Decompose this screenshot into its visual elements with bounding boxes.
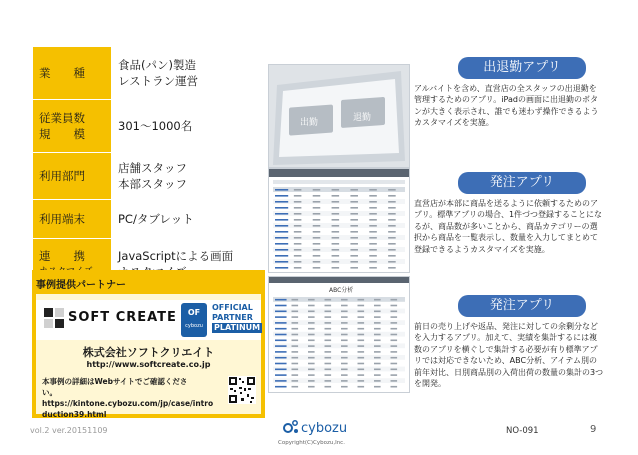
partner-logo-row — [36, 300, 261, 340]
grid-cell — [369, 189, 377, 191]
key-line: 規 模 — [39, 127, 85, 141]
app-title-order-2: 発注アプリ — [458, 295, 586, 317]
grid-cell — [350, 201, 358, 203]
grid-cell — [313, 189, 321, 191]
value-line: 本部スタッフ — [118, 177, 187, 191]
grid-cell — [313, 249, 321, 251]
grid-cell — [391, 334, 398, 336]
grid-cell — [391, 357, 398, 359]
grid-cell — [275, 299, 287, 301]
key-employees — [33, 100, 112, 153]
grid-cell — [292, 369, 299, 371]
attendance-app-screenshot — [268, 64, 410, 168]
grid-cell — [350, 195, 358, 197]
grid-cell — [325, 363, 332, 365]
grid-cell — [350, 213, 358, 215]
grid-cell — [275, 374, 287, 376]
grid-cell — [388, 225, 396, 227]
grid-cell — [325, 305, 332, 307]
value-line: レストラン運営 — [118, 74, 199, 88]
detail-link[interactable]: https://kintone.cybozu.com/jp/case/intro — [42, 399, 214, 408]
grid-cell — [292, 316, 299, 318]
grid-cell — [369, 219, 377, 221]
grid-cell — [350, 189, 358, 191]
key-line: 連 携 — [39, 249, 85, 263]
key-industry: 業 種 — [33, 47, 112, 100]
grid-cell — [350, 255, 358, 257]
grid-cell — [313, 255, 321, 257]
grid-cell — [341, 328, 348, 330]
clock-out-label: 退勤 — [353, 113, 372, 123]
order-app-screenshot — [268, 168, 410, 273]
grid-cell — [308, 311, 315, 313]
grid-cell — [391, 328, 398, 330]
grid-cell — [292, 305, 299, 307]
partner-card — [36, 294, 261, 419]
partner-line: PARTNER — [212, 313, 253, 322]
grid-cell — [275, 380, 287, 382]
table-row — [33, 200, 267, 239]
grid-cell — [308, 369, 315, 371]
grid-cell — [325, 357, 332, 359]
partner-level — [212, 303, 262, 333]
grid-cell — [369, 207, 377, 209]
grid-cell — [332, 237, 340, 239]
partner-line: OFFICIAL — [212, 303, 253, 312]
grid-cell — [313, 195, 321, 197]
grid-cell — [374, 357, 381, 359]
grid-cell — [275, 334, 287, 336]
grid-cell — [332, 225, 340, 227]
grid-cell — [294, 225, 302, 227]
grid-cell — [275, 231, 288, 233]
grid-cell — [332, 231, 340, 233]
value-line: JavaScriptによる画面 — [118, 249, 234, 263]
grid-cell — [358, 380, 365, 382]
grid-cell — [292, 345, 299, 347]
grid-cell — [332, 255, 340, 257]
grid-cell — [275, 357, 287, 359]
company-url[interactable]: http://www.softcreate.co.jp — [86, 360, 211, 369]
grid-cell — [275, 225, 288, 227]
grid-cell — [358, 299, 365, 301]
grid-cell — [369, 225, 377, 227]
grid-cell — [369, 237, 377, 239]
table-row — [33, 153, 267, 200]
grid-cell — [275, 322, 287, 324]
grid-cell — [325, 386, 332, 388]
grid-cell — [308, 316, 315, 318]
grid-cell — [325, 351, 332, 353]
partner-badge-icon — [181, 303, 207, 337]
grid-cell — [275, 311, 287, 313]
grid-cell — [388, 189, 396, 191]
grid-cell — [292, 322, 299, 324]
grid-cell — [358, 386, 365, 388]
grid-cell — [275, 305, 287, 307]
grid-cell — [341, 380, 348, 382]
grid-cell — [292, 299, 299, 301]
grid-cell — [294, 249, 302, 251]
grid-cell — [332, 213, 340, 215]
grid-cell — [350, 261, 358, 263]
grid-cell — [341, 334, 348, 336]
grid-cell — [369, 243, 377, 245]
grid-cell — [332, 261, 340, 263]
grid-cell — [341, 311, 348, 313]
grid-cell — [313, 237, 321, 239]
grid-cell — [294, 261, 302, 263]
grid-cell — [325, 345, 332, 347]
grid-cell — [358, 322, 365, 324]
grid-cell — [325, 328, 332, 330]
grid-cell — [374, 334, 381, 336]
value-device: PC/タブレット — [112, 200, 267, 239]
table-row — [33, 47, 267, 100]
grid-cell — [358, 374, 365, 376]
grid-cell — [325, 369, 332, 371]
grid-cell — [275, 219, 288, 221]
grid-cell — [308, 305, 315, 307]
app-desc-attendance: アルバイトを含め、直営店の全スタッフの出退勤を管理するためのアプリ。iPadの画面に出退勤のボタンが大きく表示され、誰でも迷わず操作できるようカスタマイズを実施。 — [414, 84, 599, 128]
grid-cell — [369, 213, 377, 215]
grid-cell — [275, 243, 288, 245]
grid-cell — [325, 334, 332, 336]
order-form-image — [269, 169, 409, 272]
grid-cell — [374, 363, 381, 365]
grid-cell — [292, 386, 299, 388]
grid-cell — [358, 363, 365, 365]
grid-cell — [275, 189, 288, 191]
grid-cell — [292, 311, 299, 313]
version-label: vol.2 ver.20151109 — [30, 426, 108, 435]
table-row — [33, 100, 267, 153]
partner-line: PLATINUM — [214, 323, 261, 332]
app-desc-order-2: 前日の売り上げや返品、発注に対しての余剰分などを入力するアプリ。加えて、実績を集計するには複数のアプリを横ぐしで集計する必要が有り標準アプリでは対応できないため、ABC分析、アイテム別の前年対比、日別商品別の入荷出荷の数量の集計の3つを開発。 — [414, 322, 604, 389]
grid-cell — [294, 255, 302, 257]
grid-cell — [308, 380, 315, 382]
grid-cell — [388, 195, 396, 197]
grid-cell — [369, 231, 377, 233]
grid-cell — [358, 357, 365, 359]
grid-cell — [294, 195, 302, 197]
grid-cell — [341, 299, 348, 301]
analysis-title: ABC分析 — [329, 287, 354, 294]
grid-cell — [275, 207, 288, 209]
grid-cell — [325, 316, 332, 318]
grid-cell — [325, 299, 332, 301]
grid-cell — [358, 340, 365, 342]
grid-cell — [275, 261, 288, 263]
grid-cell — [341, 305, 348, 307]
grid-cell — [391, 380, 398, 382]
grid-cell — [358, 369, 365, 371]
grid-cell — [275, 351, 287, 353]
grid-cell — [294, 219, 302, 221]
cybozu-logo-icon — [282, 417, 354, 437]
grid-cell — [308, 351, 315, 353]
grid-cell — [350, 207, 358, 209]
grid-cell — [275, 201, 288, 203]
grid-cell — [341, 386, 348, 388]
softcreate-logo-icon — [44, 308, 64, 328]
grid-cell — [308, 363, 315, 365]
grid-cell — [388, 219, 396, 221]
grid-cell — [350, 219, 358, 221]
document-number: NO-091 — [506, 426, 539, 436]
value-department — [112, 153, 267, 200]
grid-cell — [275, 328, 287, 330]
grid-cell — [388, 249, 396, 251]
grid-cell — [275, 345, 287, 347]
grid-cell — [275, 386, 287, 388]
grid-cell — [275, 363, 287, 365]
grid-cell — [374, 311, 381, 313]
grid-cell — [341, 369, 348, 371]
grid-cell — [358, 316, 365, 318]
grid-cell — [369, 267, 377, 269]
grid-cell — [294, 201, 302, 203]
grid-cell — [391, 340, 398, 342]
app-desc-order: 直営店が本部に商品を送るように依頼するためのアプリ。標準アプリの場合、1件づつ登録することになるが、商品数が多いことから、商品カテゴリーの選択から商品を一覧表示し、数量を入力してまとめて登録できるようカスタマイズを実施。 — [414, 199, 603, 254]
grid-cell — [332, 219, 340, 221]
partner-box — [32, 270, 265, 418]
grid-cell — [275, 213, 288, 215]
app-title-order: 発注アプリ — [458, 172, 586, 194]
grid-cell — [374, 380, 381, 382]
grid-cell — [341, 357, 348, 359]
grid-cell — [388, 231, 396, 233]
grid-cell — [292, 363, 299, 365]
grid-cell — [313, 243, 321, 245]
grid-cell — [313, 213, 321, 215]
grid-cell — [292, 334, 299, 336]
grid-cell — [292, 357, 299, 359]
grid-cell — [388, 237, 396, 239]
grid-cell — [292, 328, 299, 330]
grid-cell — [358, 328, 365, 330]
value-line: 店舗スタッフ — [118, 161, 187, 175]
analysis-grid — [273, 297, 405, 389]
grid-cell — [325, 380, 332, 382]
grid-cell — [350, 231, 358, 233]
app-title-attendance: 出退勤アプリ — [458, 57, 586, 79]
grid-cell — [388, 201, 396, 203]
order-grid — [273, 187, 405, 270]
grid-cell — [294, 267, 302, 269]
value-industry — [112, 47, 267, 100]
grid-cell — [388, 207, 396, 209]
grid-cell — [325, 311, 332, 313]
grid-cell — [358, 311, 365, 313]
grid-cell — [275, 340, 287, 342]
detail-line: 本事例の詳細はWebサイトでご確認ください。 — [42, 377, 188, 397]
company-name: 株式会社ソフトクリエイト — [82, 346, 215, 359]
grid-cell — [332, 207, 340, 209]
grid-cell — [275, 316, 287, 318]
analysis-app-screenshot — [268, 276, 410, 393]
grid-cell — [294, 213, 302, 215]
grid-cell — [391, 305, 398, 307]
grid-cell — [374, 386, 381, 388]
grid-cell — [391, 386, 398, 388]
grid-cell — [294, 237, 302, 239]
grid-cell — [308, 322, 315, 324]
grid-cell — [391, 311, 398, 313]
grid-cell — [374, 299, 381, 301]
case-detail-text — [42, 376, 214, 420]
grid-cell — [391, 369, 398, 371]
partner-title: 事例提供パートナー — [36, 276, 126, 291]
grid-cell — [308, 357, 315, 359]
grid-cell — [275, 195, 288, 197]
grid-cell — [308, 299, 315, 301]
page-number: 9 — [590, 424, 597, 435]
copyright: Copyright(C)Cybozu,Inc. — [278, 440, 345, 446]
grid-cell — [294, 231, 302, 233]
grid-cell — [294, 243, 302, 245]
clock-in-label: 出勤 — [300, 118, 319, 128]
grid-cell — [391, 322, 398, 324]
grid-cell — [358, 351, 365, 353]
grid-cell — [313, 207, 321, 209]
grid-cell — [388, 213, 396, 215]
grid-cell — [313, 201, 321, 203]
grid-cell — [388, 261, 396, 263]
grid-cell — [358, 305, 365, 307]
grid-cell — [275, 369, 287, 371]
grid-cell — [275, 237, 288, 239]
key-line: 従業員数 — [39, 111, 85, 125]
info-table — [32, 46, 267, 290]
softcreate-logo-text: SOFT CREATE — [68, 310, 177, 325]
cybozu-logo-text: cybozu — [301, 421, 348, 436]
grid-cell — [294, 189, 302, 191]
tablet-image — [269, 65, 409, 167]
grid-cell — [391, 351, 398, 353]
grid-cell — [332, 243, 340, 245]
grid-cell — [308, 374, 315, 376]
grid-cell — [391, 345, 398, 347]
grid-cell — [341, 363, 348, 365]
detail-link[interactable]: duction39.html — [42, 410, 107, 419]
grid-cell — [275, 267, 288, 269]
grid-cell — [292, 374, 299, 376]
grid-cell — [374, 374, 381, 376]
grid-cell — [332, 267, 340, 269]
grid-cell — [388, 267, 396, 269]
grid-cell — [275, 255, 288, 257]
grid-cell — [308, 345, 315, 347]
grid-cell — [358, 345, 365, 347]
grid-cell — [341, 322, 348, 324]
value-line: 食品(パン)製造 — [118, 58, 196, 72]
grid-cell — [374, 369, 381, 371]
grid-cell — [294, 207, 302, 209]
grid-cell — [341, 374, 348, 376]
grid-cell — [374, 351, 381, 353]
grid-cell — [374, 340, 381, 342]
grid-cell — [341, 340, 348, 342]
grid-cell — [374, 322, 381, 324]
grid-cell — [313, 267, 321, 269]
grid-cell — [369, 195, 377, 197]
grid-cell — [369, 255, 377, 257]
grid-cell — [313, 231, 321, 233]
grid-cell — [325, 340, 332, 342]
grid-cell — [308, 386, 315, 388]
grid-cell — [292, 380, 299, 382]
grid-cell — [350, 243, 358, 245]
grid-cell — [358, 334, 365, 336]
grid-cell — [374, 316, 381, 318]
grid-cell — [391, 363, 398, 365]
grid-cell — [332, 189, 340, 191]
grid-cell — [313, 219, 321, 221]
grid-cell — [388, 243, 396, 245]
grid-cell — [350, 237, 358, 239]
grid-cell — [325, 374, 332, 376]
grid-cell — [325, 322, 332, 324]
key-device: 利用端末 — [33, 200, 112, 239]
grid-cell — [391, 374, 398, 376]
value-employees: 301～1000名 — [112, 100, 267, 153]
grid-cell — [391, 316, 398, 318]
grid-cell — [374, 305, 381, 307]
grid-cell — [388, 255, 396, 257]
grid-cell — [350, 267, 358, 269]
grid-cell — [374, 345, 381, 347]
grid-cell — [374, 328, 381, 330]
grid-cell — [350, 225, 358, 227]
grid-cell — [391, 299, 398, 301]
qr-code-icon — [228, 376, 256, 404]
grid-cell — [369, 261, 377, 263]
grid-cell — [308, 340, 315, 342]
grid-cell — [332, 201, 340, 203]
grid-cell — [275, 249, 288, 251]
grid-cell — [313, 261, 321, 263]
grid-cell — [292, 351, 299, 353]
analysis-image — [269, 277, 409, 392]
grid-cell — [292, 340, 299, 342]
grid-cell — [308, 328, 315, 330]
grid-cell — [308, 334, 315, 336]
grid-cell — [369, 201, 377, 203]
badge-mark: OF — [187, 308, 201, 317]
grid-cell — [341, 351, 348, 353]
grid-cell — [341, 345, 348, 347]
grid-cell — [332, 249, 340, 251]
grid-cell — [341, 316, 348, 318]
grid-cell — [332, 195, 340, 197]
grid-cell — [350, 249, 358, 251]
key-department: 利用部門 — [33, 153, 112, 200]
badge-label: cybozu — [185, 323, 203, 329]
grid-cell — [313, 225, 321, 227]
grid-cell — [369, 249, 377, 251]
